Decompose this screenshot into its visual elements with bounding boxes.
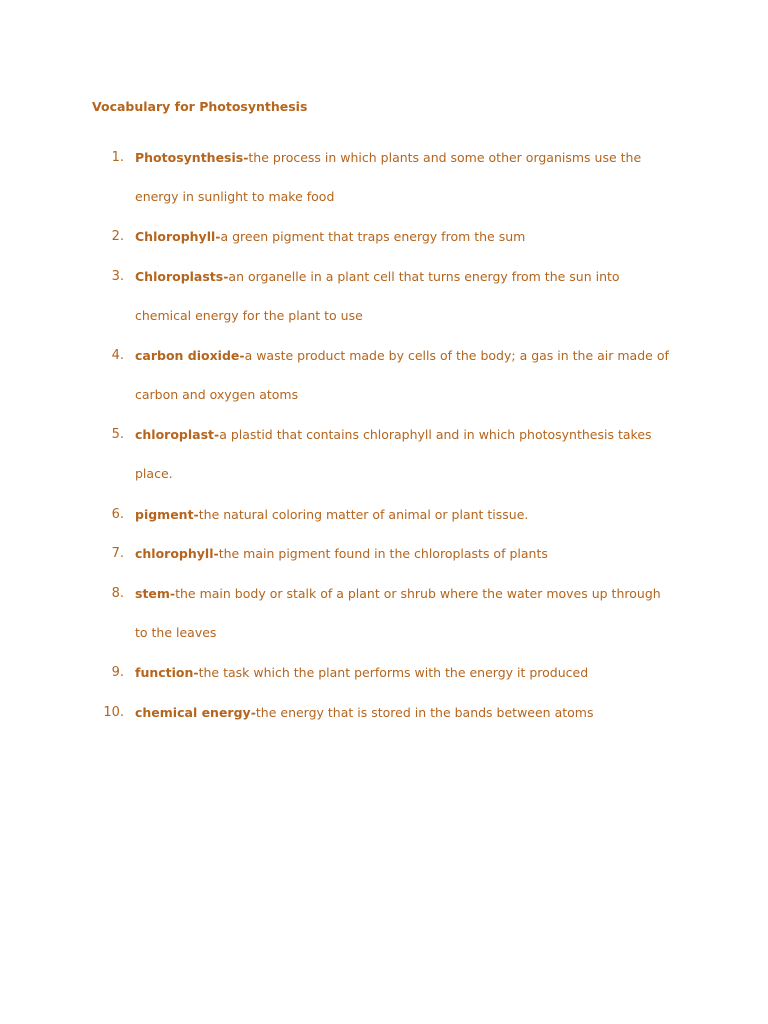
vocab-term: chloroplast-	[135, 427, 220, 442]
vocab-term: Chloroplasts-	[135, 269, 229, 284]
vocab-term: Photosynthesis-	[135, 150, 249, 165]
list-item	[0, 346, 768, 425]
vocab-definition: the energy that is stored in the bands between atoms	[255, 705, 594, 720]
vocab-term: chlorophyll-	[135, 546, 219, 561]
vocab-term: pigment-	[135, 507, 199, 522]
item-line-2: energy in sunlight to make food	[135, 189, 335, 204]
vocab-definition: a green pigment that traps energy from the sum	[220, 229, 526, 244]
item-number: 8.	[111, 586, 124, 601]
vocabulary-list	[0, 148, 768, 743]
list-item	[0, 267, 768, 346]
item-line-1	[135, 148, 641, 168]
list-item	[0, 425, 768, 505]
item-number: 6.	[111, 507, 124, 522]
item-line-1	[135, 227, 525, 247]
vocab-term: stem-	[135, 586, 176, 601]
item-line-1	[135, 544, 548, 564]
vocab-definition: the task which the plant performs with the energy it produced	[198, 665, 589, 680]
item-number: 9.	[111, 665, 124, 680]
page-title: Vocabulary for Photosynthesis	[92, 99, 308, 114]
item-number: 7.	[111, 546, 124, 561]
list-item	[0, 663, 768, 703]
item-line-1	[135, 663, 588, 683]
item-number: 10.	[103, 705, 124, 720]
list-item	[0, 148, 768, 227]
item-line-1	[135, 703, 593, 723]
vocab-definition: a waste product made by cells of the body; a gas in the air made of	[244, 348, 669, 363]
vocab-definition: the main body or stalk of a plant or shrub where the water moves up through	[175, 586, 661, 601]
vocab-definition: the main pigment found in the chloroplasts of plants	[218, 546, 548, 561]
item-line-1	[135, 505, 528, 525]
vocab-term: function-	[135, 665, 199, 680]
vocab-definition: the natural coloring matter of animal or plant tissue.	[198, 507, 529, 522]
item-line-1	[135, 267, 620, 287]
item-line-2: to the leaves	[135, 625, 217, 640]
item-line-2: chemical energy for the plant to use	[135, 308, 363, 323]
list-item	[0, 544, 768, 584]
list-item	[0, 227, 768, 267]
item-line-1	[135, 425, 652, 445]
item-number: 2.	[111, 229, 124, 244]
vocab-term: carbon dioxide-	[135, 348, 245, 363]
item-line-1	[135, 346, 669, 366]
item-number: 3.	[111, 269, 124, 284]
vocab-term: chemical energy-	[135, 705, 256, 720]
list-item	[0, 505, 768, 544]
item-number: 1.	[111, 150, 124, 165]
vocab-definition: a plastid that contains chloraphyll and in which photosynthesis takes	[219, 427, 652, 442]
item-line-1	[135, 584, 661, 604]
vocab-definition: the process in which plants and some other organisms use the	[248, 150, 642, 165]
vocab-term: Chlorophyll-	[135, 229, 221, 244]
list-item	[0, 584, 768, 663]
vocab-definition: an organelle in a plant cell that turns energy from the sun into	[228, 269, 620, 284]
item-number: 5.	[111, 427, 124, 442]
list-item	[0, 703, 768, 743]
item-number: 4.	[111, 348, 124, 363]
item-line-2: place.	[135, 466, 173, 481]
item-line-2: carbon and oxygen atoms	[135, 387, 299, 402]
